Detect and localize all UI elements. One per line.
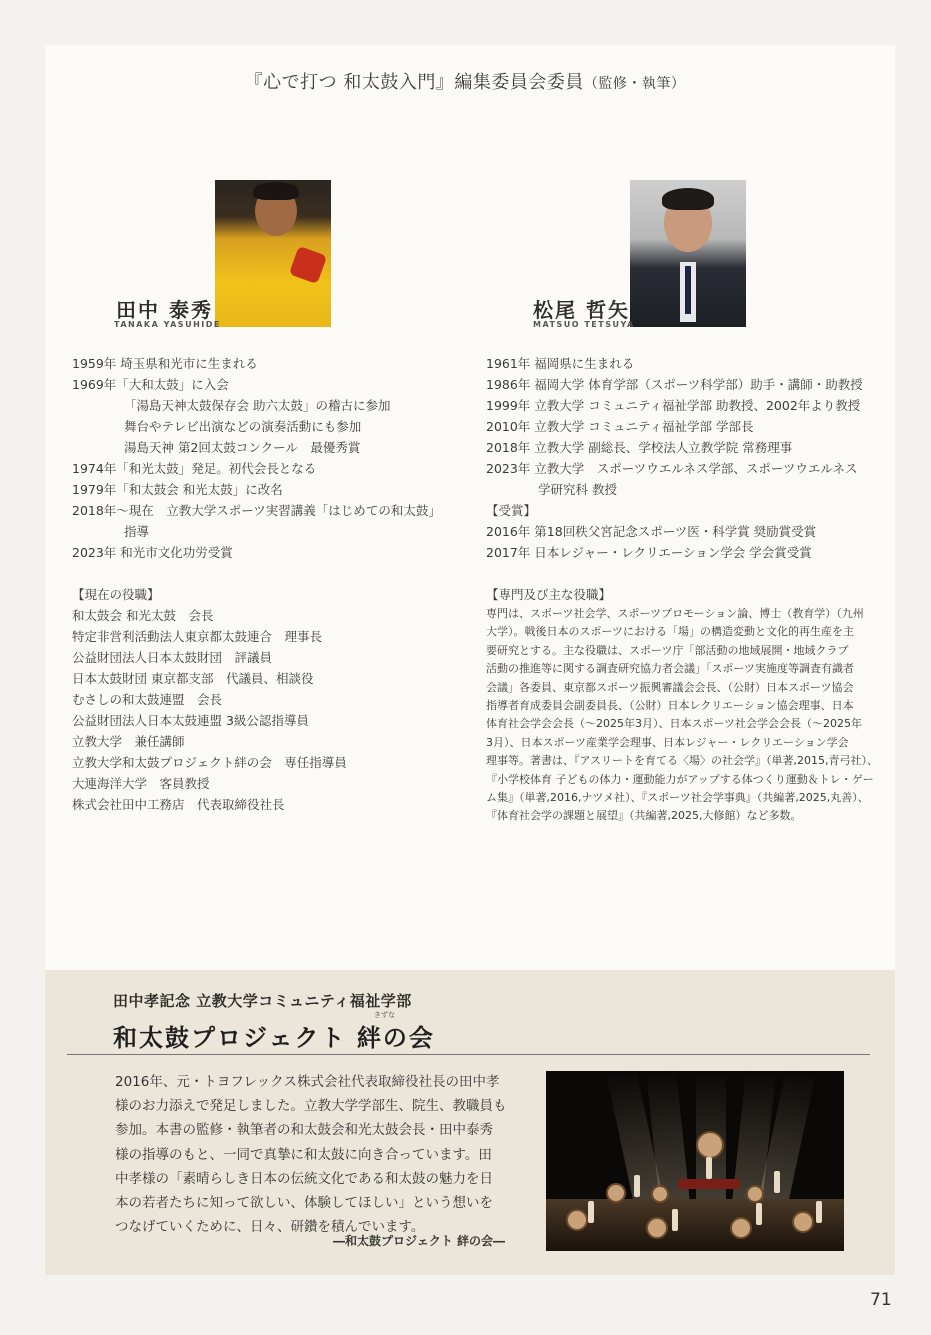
- history-item: 2023年 立教大学 スポーツウエルネス学部、スポーツウエルネス: [486, 461, 858, 476]
- divider: [67, 1054, 870, 1055]
- role-item: 公益財団法人日本太鼓財団 評議員: [72, 650, 273, 665]
- project-text-line: 2016年、元・トヨフレックス株式会社代表取締役社長の田中孝: [115, 1074, 500, 1090]
- project-section: [45, 970, 895, 1275]
- specialty-line: 体育社会学会会長（～2025年3月）、日本スポーツ社会学会会長（～2025年: [486, 717, 863, 731]
- specialty-line: ム集』（単著,2016,ナツメ社）、『スポーツ社会学事典』（共編著,2025,丸善）、: [486, 791, 869, 805]
- award-item: 2017年 日本レジャー・レクリエーション学会 学会賞受賞: [486, 545, 812, 560]
- role-item: 和太鼓会 和光太鼓 会長: [72, 608, 214, 623]
- roles-heading: 【現在の役職】: [72, 587, 160, 602]
- page-title: [0, 68, 930, 94]
- tanaka-name: 田中 泰秀: [116, 298, 213, 322]
- project-text-line: 中孝様の「素晴らしき日本の伝統文化である和太鼓の魅力を日: [115, 1170, 493, 1187]
- award-item: 2016年 第18回秩父宮記念スポーツ医・科学賞 奨励賞受賞: [486, 524, 817, 539]
- specialty-line: 『小学校体育 子どもの体力・運動能力がアップする体つくり運動＆トレ・ゲー: [486, 772, 874, 786]
- tanaka-romaji: TANAKA YASUHIDE: [114, 320, 221, 329]
- specialty-line: 指導者育成委員会副委員長、（公財）日本レクリエーション協会理事、日本: [486, 699, 854, 713]
- project-text-line: 参加。本書の監修・執筆者の和太鼓会和光太鼓会長・田中泰秀: [115, 1122, 493, 1139]
- history-item: 1979年「和太鼓会 和光太鼓」に改名: [72, 482, 283, 497]
- history-item: 1969年「大和太鼓」に入会: [72, 377, 229, 392]
- matsuo-profile: [486, 353, 896, 826]
- history-item: 2018年 立教大学 副総長、学校法人立教学院 常務理事: [486, 440, 793, 455]
- project-text-line: つなげていくために、日々、研鑽を積んでいます。: [115, 1219, 425, 1236]
- history-item: 1986年 福岡大学 体育学部（スポーツ科学部）助手・講師・助教授: [486, 377, 863, 392]
- specialty-line: 3月）、日本スポーツ産業学会理事、日本レジャー・レクリエーション学会: [486, 735, 849, 749]
- specialty-line: 理事等。著書は、『アスリートを育てる〈場〉の社会学』（単著,2015,青弓社）、: [486, 754, 879, 768]
- specialty-line: 専門は、スポーツ社会学、スポーツプロモーション論、博士（教育学）（九州: [486, 607, 864, 620]
- specialty-line: 大学）。戦後日本のスポーツにおける「場」の構造変動と文化的再生産を主: [486, 625, 855, 639]
- project-title-ruby: きずな: [374, 1011, 395, 1019]
- matsuo-portrait: [630, 180, 746, 327]
- history-item: 1961年 福岡県に生まれる: [486, 356, 635, 371]
- project-text-line: 本の若者たちに知って欲しい、体験してほしい」という想いを: [115, 1195, 493, 1212]
- matsuo-name: 松尾 哲矢: [533, 298, 630, 322]
- specialty-line: 要研究とする。主な役職は、スポーツ庁「部活動の地域展開・地域クラブ: [486, 643, 849, 657]
- taiko-performance-photo: [546, 1071, 844, 1251]
- history-item: 学研究科 教授: [538, 482, 617, 497]
- specialty-line: 『体育社会学の課題と展望』（共編著,2025,大修館）など多数。: [486, 809, 802, 823]
- specialty-line: 活動の推進等に関する調査研究協力者会議」「スポーツ実施度等調査有識者: [486, 662, 855, 676]
- project-title: 和太鼓プロジェクト 絆の会: [113, 1024, 435, 1052]
- page-number: 71: [870, 1290, 892, 1310]
- role-item: 公益財団法人日本太鼓連盟 3級公認指導員: [72, 713, 309, 728]
- tanaka-portrait: [215, 180, 331, 327]
- tanaka-profile: [72, 353, 462, 815]
- specialty-heading: 【専門及び主な役職】: [486, 587, 612, 602]
- role-item: 立教大学 兼任講師: [72, 734, 185, 749]
- project-text-line: 様のお力添えで発足しました。立教大学学部生、院生、教職員も: [115, 1098, 507, 1115]
- role-item: 立教大学和太鼓プロジェクト絆の会 専任指導員: [72, 755, 347, 770]
- history-item: 「湯島天神太鼓保存会 助六太鼓」の稽古に参加: [124, 398, 391, 413]
- history-item: 2010年 立教大学 コミュニティ福祉学部 学部長: [486, 419, 754, 434]
- history-item: 2018年～現在 立教大学スポーツ実習講義「はじめての和太鼓」: [72, 503, 441, 518]
- project-signature: ―和太鼓プロジェクト 絆の会―: [333, 1234, 505, 1248]
- page-title-sub: （監修・執筆）: [583, 76, 686, 92]
- project-description: [115, 1070, 535, 1239]
- specialty-line: 会議」各委員、東京都スポーツ振興審議会会長、（公財）日本スポーツ協会: [486, 680, 854, 694]
- history-item: 2023年 和光市文化功労受賞: [72, 545, 233, 560]
- project-subtitle: 田中孝記念 立教大学コミュニティ福祉学部: [113, 992, 412, 1010]
- specialty-text: [486, 605, 886, 826]
- matsuo-romaji: MATSUO TETSUYA: [533, 320, 635, 329]
- role-item: 大連海洋大学 客員教授: [72, 776, 210, 791]
- page-title-main: 『心で打つ 和太鼓入門』編集委員会委員: [244, 72, 584, 93]
- history-item: 1999年 立教大学 コミュニティ福祉学部 助教授、2002年より教授: [486, 398, 861, 413]
- project-text-line: 様の指導のもと、一同で真摯に和太鼓に向き合っています。田: [115, 1146, 492, 1163]
- history-item: 湯島天神 第2回太鼓コンクール 最優秀賞: [124, 440, 361, 455]
- history-item: 指導: [124, 524, 150, 539]
- history-item: 1959年 埼玉県和光市に生まれる: [72, 356, 258, 371]
- history-item: 1974年「和光太鼓」発足。初代会長となる: [72, 461, 317, 476]
- role-item: 特定非営利活動法人東京都太鼓連合 理事長: [72, 629, 323, 644]
- role-item: 株式会社田中工務店 代表取締役社長: [72, 797, 285, 812]
- awards-heading: 【受賞】: [486, 503, 537, 518]
- role-item: むさしの和太鼓連盟 会長: [72, 692, 223, 707]
- history-item: 舞台やテレビ出演などの演奏活動にも参加: [124, 419, 362, 434]
- role-item: 日本太鼓財団 東京都支部 代議員、相談役: [72, 671, 314, 686]
